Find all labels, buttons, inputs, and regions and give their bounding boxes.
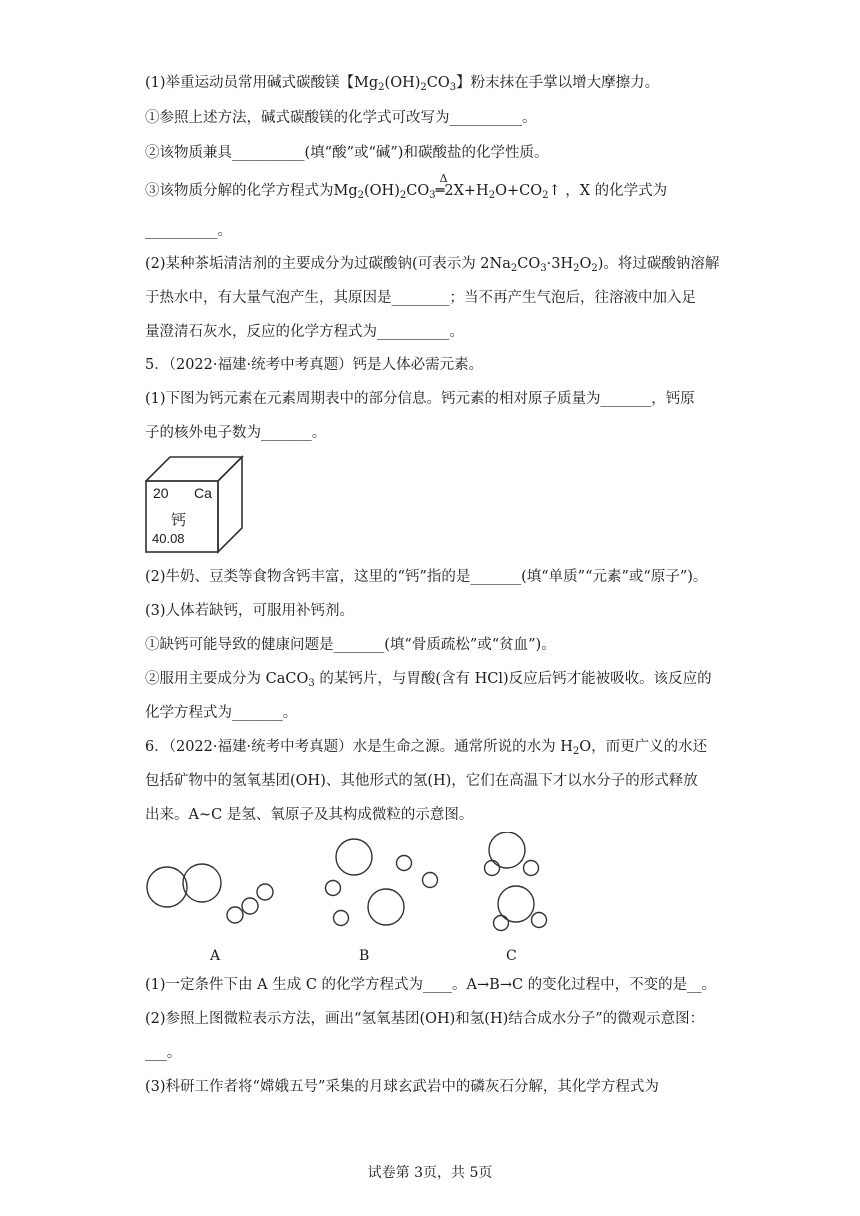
subscript: 2 <box>542 190 549 201</box>
question-5-title: 5．（2022·福建·统考中考真题）钙是人体必需元素。 <box>145 357 484 373</box>
gas-arrow-symbol: ↑ <box>548 183 561 199</box>
text: )。将过碳酸钠溶解 <box>597 256 720 272</box>
text: 】粉末抹在手掌以增大摩擦力。 <box>456 75 660 91</box>
hydrogen-atom <box>397 856 412 871</box>
question-text: (3)人体若缺钙，可服用补钙剂。 <box>145 603 355 619</box>
text: (1)举重运动员常用碱式碳酸镁【Mg <box>145 75 379 91</box>
oxygen-atom <box>336 839 372 875</box>
particle-diagram <box>140 832 560 972</box>
hydrogen-atom <box>257 884 273 900</box>
question-6-title <box>145 737 707 762</box>
hydrogen-atom <box>524 861 539 876</box>
label-a: A <box>210 948 221 964</box>
subscript: 3 <box>308 678 315 689</box>
oxygen-atom <box>489 832 525 868</box>
question-4-part2 <box>145 254 719 279</box>
question-text: (3)科研工作者将“嫦娥五号”采集的月球玄武岩中的磷灰石分解，其化学方程式为 <box>145 1079 659 1095</box>
text: O，而更广义的水还 <box>579 739 708 755</box>
oxygen-atom <box>368 889 404 925</box>
text: CO <box>426 75 450 91</box>
text: CO <box>406 183 430 199</box>
calcium-element-card <box>145 455 245 555</box>
sub-question-2: ②该物质兼具__________(填“酸”或“碱”)和碳酸盐的化学性质。 <box>145 145 549 161</box>
text: O+CO <box>495 183 543 199</box>
element-name: 钙 <box>171 511 187 529</box>
subscript: 2 <box>510 263 518 274</box>
question-text: (1)下图为钙元素在元素周期表中的部分信息。钙元素的相对原子质量为_______，钙原 <box>145 391 695 407</box>
subscript: 2 <box>573 263 580 274</box>
question-text: (1)一定条件下由 A 生成 C 的化学方程式为____。A→B→C 的变化过程中，不变的是__。 <box>145 977 717 993</box>
subscript: 2 <box>591 263 598 274</box>
text: ·3H <box>546 256 574 272</box>
page-footer: 试卷第 3页，共 5页 <box>367 1165 493 1181</box>
text: O <box>579 256 592 272</box>
question-text: 化学方程式为_______。 <box>145 705 298 721</box>
hydrogen-atom <box>485 861 500 876</box>
text: ③该物质分解的化学方程式为Mg <box>145 183 358 199</box>
answer-blank: ___。 <box>145 1045 182 1061</box>
question-4-part1-intro <box>145 73 659 98</box>
text: 2X+H <box>444 183 489 199</box>
question-text: 量澄清石灰水，反应的化学方程式为__________。 <box>145 324 464 340</box>
subscript: 2 <box>378 82 385 93</box>
hydrogen-atom <box>423 873 438 888</box>
hydrogen-atom <box>334 911 349 926</box>
subscript: 3 <box>540 263 547 274</box>
subscript: 3 <box>429 190 436 201</box>
delta-symbol: Δ <box>439 172 448 185</box>
subscript: 2 <box>399 190 407 201</box>
text: (OH) <box>364 183 400 199</box>
label-c: C <box>506 948 517 964</box>
hydrogen-atom <box>494 916 509 931</box>
question-text: 子的核外电子数为_______。 <box>145 425 327 441</box>
text: 的某钙片，与胃酸(含有 HCl)反应后钙才能被吸收。该反应的 <box>314 671 712 687</box>
oxygen-atom <box>147 867 187 907</box>
text: CO <box>517 256 541 272</box>
text: ，X 的化学式为 <box>560 183 668 199</box>
heat-equals-sign <box>435 172 448 201</box>
text: (2)某种茶垢清洁剂的主要成分为过碳酸钠(可表示为 2Na <box>145 256 511 272</box>
atomic-mass: 40.08 <box>152 531 185 546</box>
text: 6．（2022·福建·统考中考真题）水是生命之源。通常所说的水为 H <box>145 739 573 755</box>
answer-blank: __________。 <box>145 223 232 239</box>
hydrogen-atom <box>326 881 341 896</box>
label-b: B <box>359 948 370 964</box>
text: ②服用主要成分为 CaCO <box>145 671 309 687</box>
question-text: (2)牛奶、豆类等食物含钙丰富，这里的“钙”指的是_______(填“单质”“元素”或“原子”)。 <box>145 569 708 585</box>
sub-question-1: ①参照上述方法，碱式碳酸镁的化学式可改写为__________。 <box>145 110 537 126</box>
subscript: 2 <box>420 82 427 93</box>
subscript: 2 <box>572 746 580 757</box>
element-symbol: Ca <box>194 485 212 501</box>
hydrogen-atom <box>242 898 258 914</box>
subscript: 2 <box>488 190 496 201</box>
question-text: 包括矿物中的氢氧基团(OH)、其他形式的氢(H)，它们在高温下才以水分子的形式释放 <box>145 773 698 789</box>
hydrogen-atom <box>227 907 243 923</box>
subscript: 2 <box>357 190 365 201</box>
equals-symbol: ═ <box>435 183 445 199</box>
question-text: (2)参照上图微粒表示方法，画出“氢氧基团(OH)和氢(H)结合成水分子”的微观示意图： <box>145 1011 705 1027</box>
oxygen-atom <box>183 864 221 902</box>
atomic-number: 20 <box>153 485 169 501</box>
question-text: 于热水中，有大量气泡产生，其原因是________；当不再产生气泡后，往溶液中加入足 <box>145 290 696 306</box>
particle-circles <box>140 832 560 972</box>
subscript: 3 <box>449 82 457 93</box>
sub-question-3-equation <box>145 172 668 206</box>
hydrogen-atom <box>532 913 547 928</box>
question-text: ①缺钙可能导致的健康问题是_______(填“骨质疏松”或“贫血”)。 <box>145 637 556 653</box>
question-text <box>145 669 712 694</box>
question-text: 出来。A~C 是氢、氧原子及其构成微粒的示意图。 <box>145 807 474 823</box>
text: (OH) <box>384 75 421 91</box>
